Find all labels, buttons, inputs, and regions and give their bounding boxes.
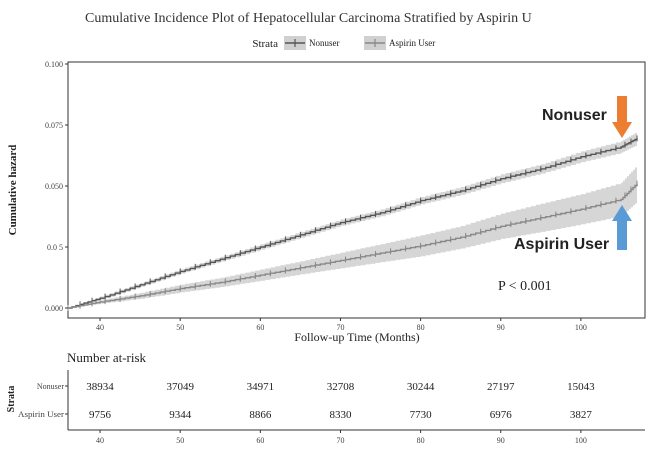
p-value-annotation: P < 0.001 (498, 279, 552, 294)
x-tick-label: 80 (416, 323, 425, 332)
x-axis-label: Follow-up Time (Months) (294, 330, 420, 344)
risk-table-values (65, 381, 595, 445)
risk-x-tick-label: 50 (176, 436, 185, 445)
legend-label-aspirin-user: Aspirin User (389, 38, 436, 48)
risk-x-tick-label: 100 (574, 436, 587, 445)
x-tick-label: 50 (176, 323, 185, 332)
y-axis (45, 60, 68, 313)
risk-x-tick-label: 80 (416, 436, 425, 445)
risk-x-tick-label: 70 (336, 436, 345, 445)
x-tick-label: 100 (574, 323, 587, 332)
y-tick-label: 0.0 5 (47, 243, 63, 252)
legend-key-aspirin-user (364, 36, 386, 50)
risk-table-cell: 32708 (326, 381, 355, 393)
x-tick-label: 70 (336, 323, 345, 332)
y-tick-label: 0.075 (45, 121, 63, 130)
risk-table-cell: 8866 (249, 409, 272, 421)
risk-table-cell: 30244 (406, 381, 435, 393)
risk-table-cell: 34971 (246, 381, 275, 393)
legend-title: Strata (252, 38, 278, 50)
y-tick-label: 0.100 (45, 60, 63, 69)
risk-x-tick-label: 60 (256, 436, 265, 445)
y-tick-label: 0.000 (45, 304, 63, 313)
risk-table-cell: 27197 (487, 381, 515, 393)
risk-table-title: Number at-risk (67, 350, 147, 365)
risk-table-cell: 9344 (169, 409, 192, 421)
risk-row-label-nonuser: Nonuser (36, 382, 64, 391)
risk-x-tick-label: 90 (496, 436, 505, 445)
y-axis-label: Cumulative hazard (7, 144, 19, 236)
legend-key-nonuser (284, 36, 306, 50)
risk-table-cell: 8330 (329, 409, 352, 421)
risk-table-cell: 37049 (166, 381, 194, 393)
risk-row-label-aspirin-user: Aspirin User (18, 410, 65, 419)
risk-table-cell: 15043 (567, 381, 595, 393)
risk-table-cell: 3827 (569, 409, 592, 421)
risk-table-cell: 6976 (489, 409, 512, 421)
risk-x-tick-label: 40 (96, 436, 105, 445)
x-tick-label: 90 (496, 323, 505, 332)
risk-table-cell: 7730 (409, 409, 432, 421)
nonuser-callout-label: Nonuser (542, 107, 607, 124)
risk-table-cell: 9756 (89, 409, 112, 421)
risk-table-strata-label: Strata (6, 385, 17, 413)
x-tick-label: 60 (256, 323, 265, 332)
aspirin-user-callout-label: Aspirin User (514, 236, 610, 253)
x-tick-label: 40 (96, 323, 105, 332)
chart-title: Cumulative Incidence Plot of Hepatocellular Carcinoma Stratified by Aspirin U (85, 11, 532, 26)
y-tick-label: 0.050 (45, 182, 63, 191)
legend (252, 36, 435, 50)
risk-table-cell: 38934 (86, 381, 114, 393)
legend-label-nonuser: Nonuser (309, 38, 340, 48)
